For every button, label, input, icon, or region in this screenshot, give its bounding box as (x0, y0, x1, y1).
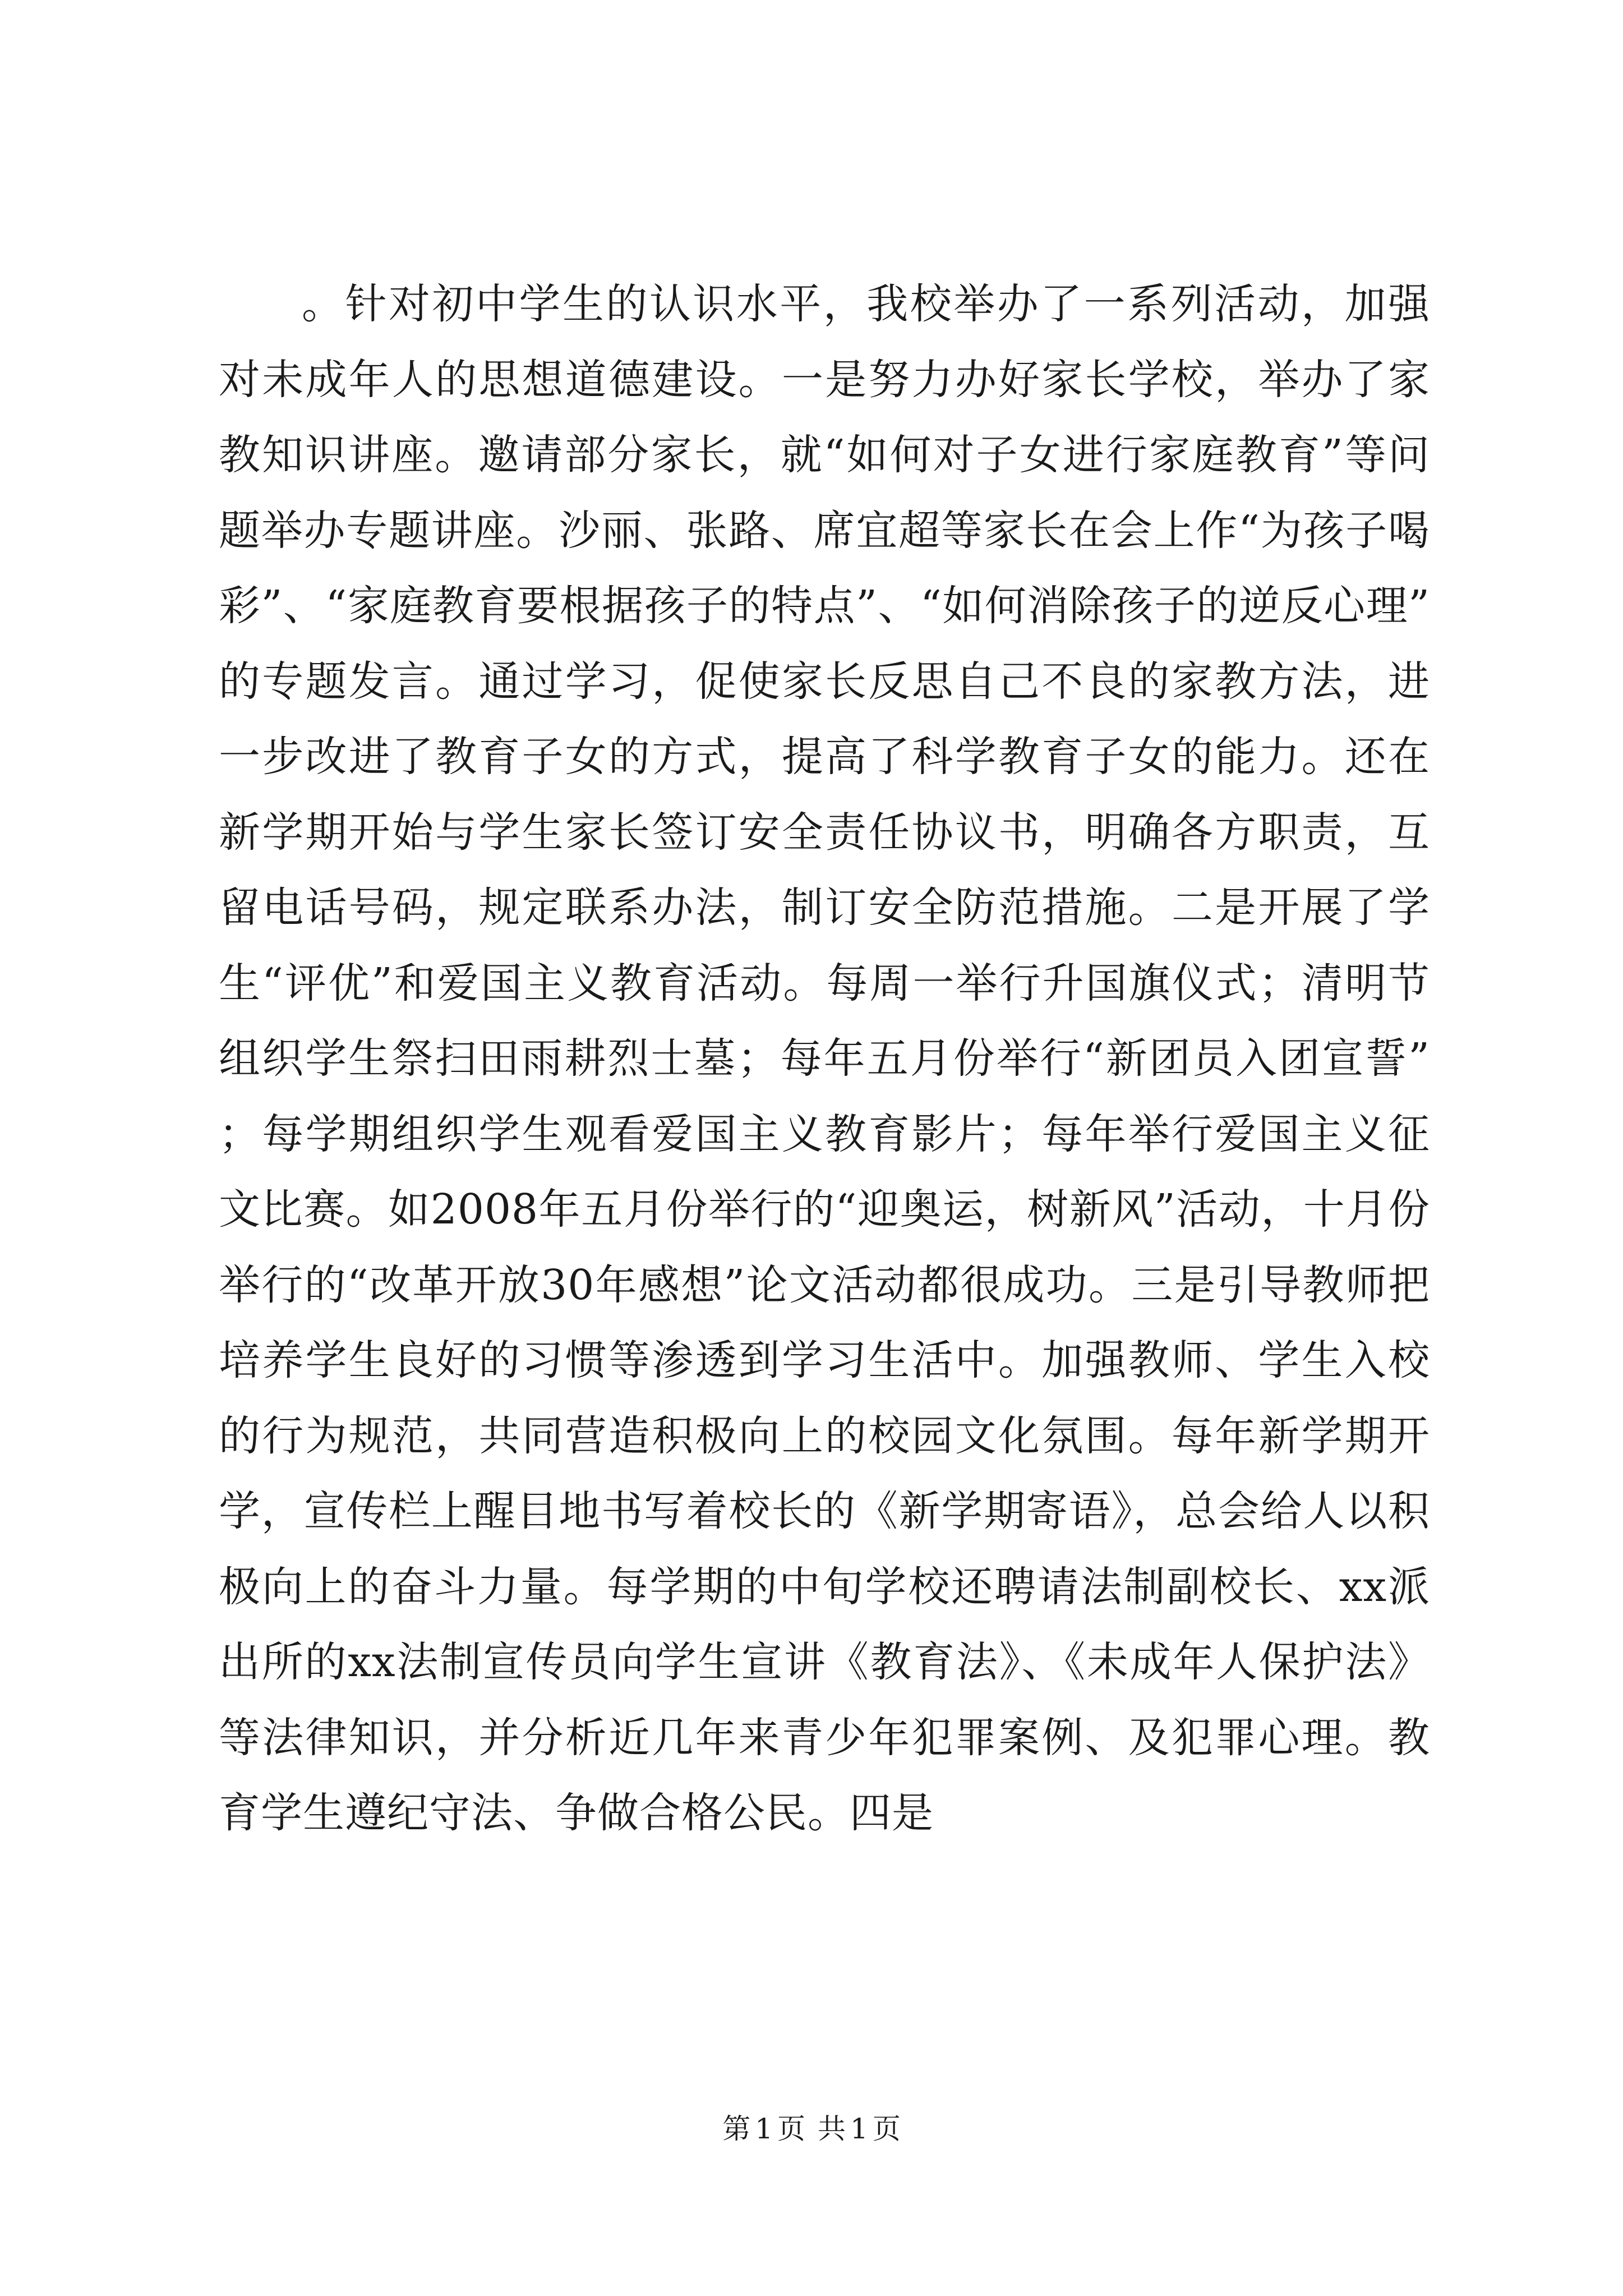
footer-total-number: 1 (850, 2113, 868, 2145)
footer-page-number: 1 (755, 2113, 773, 2145)
footer-page-suffix: 页 (777, 2113, 805, 2145)
page-footer (0, 2106, 1623, 2147)
footer-total-prefix: 共 (818, 2113, 846, 2145)
body-paragraph: 。针对初中学生的认识水平，我校举办了一系列活动，加强对未成年人的思想道德建设。一是努力办好家长学校，举办了家教知识讲座。邀请部分家长，就“如何对子女进行家庭教育”等问题举办专题讲座。沙丽、张路、席宜超等家长在会上作“为孩子喝彩”、“家庭教育要根据孩子的特点”、“如何消除孩子的逆反心理”的专题发言。通过学习，促使家长反思自己不良的家教方法，进一步改进了教育子女的方式，提高了科学教育子女的能力。还在新学期开始与学生家长签订安全责任协议书，明确各方职责，互留电话号码，规定联系办法，制订安全防范措施。二是开展了学生“评优”和爱国主义教育活动。每周一举行升国旗仪式；清明节组织学生祭扫田雨耕烈士墓；每年五月份举行“新团员入团宣誓”；每学期组织学生观看爱国主义教育影片；每年举行爱国主义征文比赛。如2008年五月份举行的“迎奥运，树新风”活动，十月份举行的“改革开放30年感想”论文活动都很成功。三是引导教师把培养学生良好的习惯等渗透到学习生活中。加强教师、学生入校的行为规范，共同营造积极向上的校园文化氛围。每年新学期开学，宣传栏上醒目地书写着校长的《新学期寄语》，总会给人以积极向上的奋斗力量。每学期的中旬学校还聘请法制副校长、xx派出所的xx法制宣传员向学生宣讲《教育法》、《未成年人保护法》等法律知识，并分析近几年来青少年犯罪案例、及犯罪心理。教育学生遵纪守法、争做合格公民。四是 (219, 280, 1430, 1837)
footer-total-suffix: 页 (872, 2113, 901, 2145)
footer-page-prefix: 第 (722, 2113, 751, 2145)
